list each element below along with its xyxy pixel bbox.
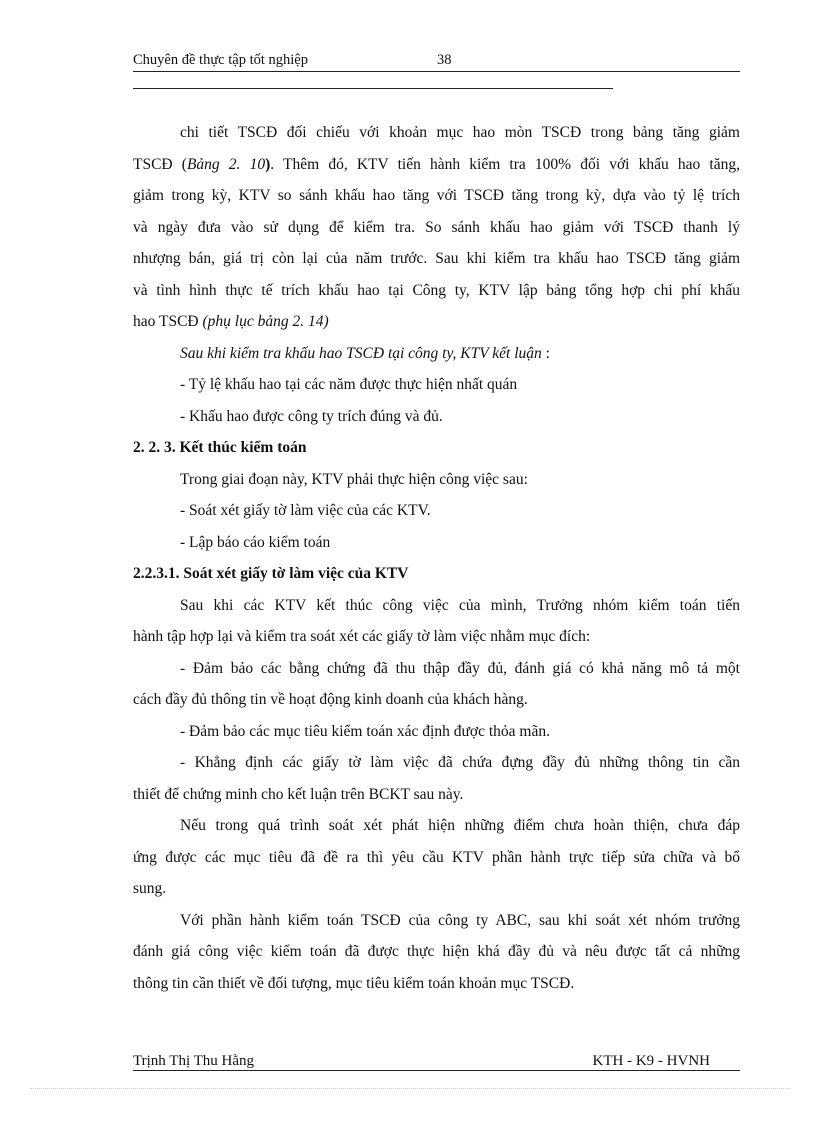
page-header: [133, 52, 740, 72]
text-run: hao TSCĐ: [133, 313, 199, 330]
paragraph-line: Trong giai đoạn này, KTV phải thực hiện công việc sau:: [180, 470, 528, 488]
paragraph-line: - Đảm bảo các mục tiêu kiểm toán xác định được thỏa mãn.: [180, 722, 550, 740]
document-body: [133, 117, 740, 999]
paragraph-line: - Khẳng định các giấy tờ làm việc đã chứa đựng đầy đủ những thông tin cần: [180, 754, 740, 771]
page-number: 38: [437, 52, 452, 68]
dash-item: - Lập báo cáo kiểm toán: [180, 533, 331, 551]
paragraph-line: nhượng bán, giá trị còn lại của năm trước. Sau khi kiểm tra khấu hao TSCĐ tăng giảm: [133, 250, 740, 267]
header-rule-secondary: [133, 88, 613, 89]
paragraph-line: Với phần hành kiểm toán TSCĐ của công ty ABC, sau khi soát xét nhóm trưởng: [180, 911, 740, 929]
paragraph-line: và ngày đưa vào sử dụng để kiểm tra. So sánh khấu hao giảm với TSCĐ thanh lý: [133, 218, 740, 236]
text-run: :: [541, 344, 550, 362]
paragraph-line: chi tiết TSCĐ đối chiếu với khoản mục hao mòn TSCĐ trong bảng tăng giảm: [180, 124, 740, 141]
paragraph-line: sung.: [133, 880, 167, 897]
conclusion-text: Sau khi kiểm tra khấu hao TSCĐ tại công ty, KTV kết luận: [180, 344, 542, 362]
paragraph-line: thiết để chứng minh cho kết luận trên BCKT sau này.: [133, 785, 464, 803]
paragraph-line: [133, 306, 740, 338]
bullet-item: - Khấu hao được công ty trích đúng và đủ.: [180, 407, 443, 425]
paragraph-line: Sau khi các KTV kết thúc công việc của mình, Trưởng nhóm kiểm toán tiến: [180, 596, 740, 614]
paragraph-line: thông tin cần thiết về đối tượng, mục tiêu kiểm toán khoản mục TSCĐ.: [133, 974, 575, 992]
dash-item: - Soát xét giấy tờ làm việc của các KTV.: [180, 502, 431, 519]
conclusion-line: [133, 338, 740, 370]
paragraph-line: - Đảm bảo các bằng chứng đã thu thập đầy đủ, đánh giá có khả năng mô tả một: [180, 659, 740, 677]
bullet-item: - Tỷ lệ khấu hao tại các năm được thực hiện nhất quán: [180, 376, 518, 393]
footer-author: Trịnh Thị Thu Hằng: [133, 1053, 254, 1069]
paragraph-line: và tình hình thực tế trích khấu hao tại Công ty, KTV lập bảng tổng hợp chi phí khấu: [133, 281, 740, 299]
paragraph-line: cách đầy đủ thông tin về hoạt động kinh doanh của khách hàng.: [133, 691, 528, 708]
paragraph-line: ứng được các mục tiêu đã đề ra thì yêu cầu KTV phần hành trực tiếp sửa chữa và bổ: [133, 848, 740, 866]
appendix-reference: (phụ lục bảng 2. 14): [202, 313, 329, 330]
footer-class: KTH - K9 - HVNH: [592, 1053, 710, 1069]
page-break-dots: [30, 1088, 790, 1089]
paragraph-line: đánh giá công việc kiểm toán đã được thực hiện khá đầy đủ và nêu được tất cả những: [133, 943, 740, 960]
paragraph-line: giảm trong kỳ, KTV so sánh khấu hao tăng với TSCĐ tăng trong kỳ, dựa vào tỷ lệ trích: [133, 187, 740, 204]
paragraph-line: TSCĐ (Bảng 2. 10). Thêm đó, KTV tiến hành kiểm tra 100% đối với khấu hao tăng,: [133, 155, 740, 173]
subsection-heading: 2.2.3.1. Soát xét giấy tờ làm việc của KTV: [133, 565, 409, 582]
header-title: Chuyên đề thực tập tốt nghiệp: [133, 52, 308, 68]
footer-rule: [133, 1070, 740, 1071]
section-heading: 2. 2. 3. Kết thúc kiểm toán: [133, 439, 307, 456]
header-rule: [133, 71, 740, 72]
paragraph-line: Nếu trong quá trình soát xét phát hiện những điểm chưa hoàn thiện, chưa đáp: [180, 817, 740, 834]
paragraph-line: hành tập hợp lại và kiểm tra soát xét các giấy tờ làm việc nhằm mục đích:: [133, 628, 591, 645]
